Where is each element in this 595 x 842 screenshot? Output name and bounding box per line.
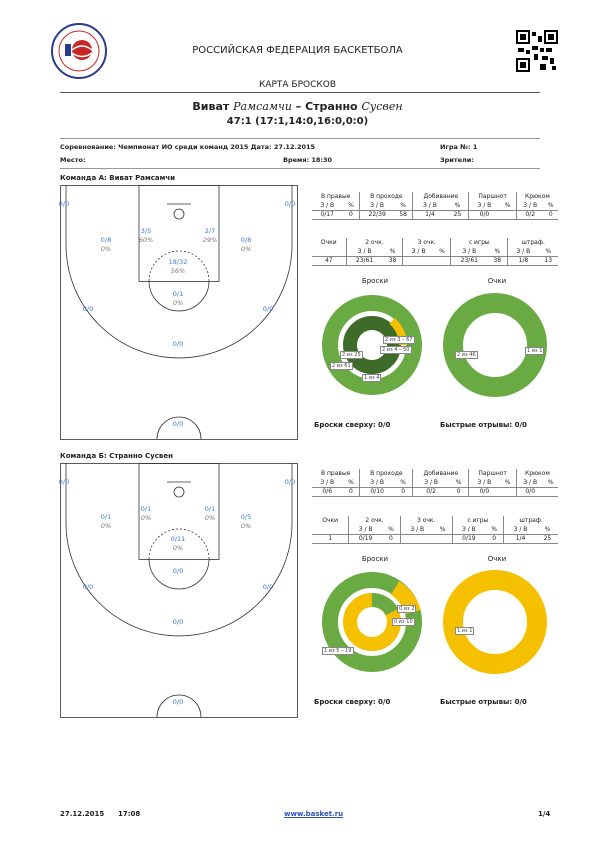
match-score: 47:1 (17:1,14:0,16:0,0:0) (226, 116, 369, 127)
value-cell: 0 (382, 534, 400, 543)
value-cell: 0/19 (349, 534, 382, 543)
zone-corner-left: 0/0 (58, 200, 70, 208)
zone-corner-right: 0/0 (284, 200, 296, 208)
value-cell: 58 (394, 210, 413, 219)
header-cell: В правые (320, 193, 351, 200)
value-cell: 0 (544, 210, 558, 219)
sub-cell: З / В (360, 201, 394, 210)
sub-cell: З / В (400, 525, 433, 534)
sub-cell: % (538, 247, 558, 256)
team-b-fast-breaks: Быстрые отрывы: 0/0 (440, 698, 527, 706)
time-label: Время: 18:30 (283, 156, 333, 164)
sub-cell: З / В (451, 247, 488, 256)
footer-date: 27.12.2015 (60, 810, 105, 818)
sub-cell: % (394, 478, 413, 487)
sub-cell: % (434, 525, 452, 534)
value-cell: 23/61 (451, 256, 488, 265)
sub-cell: % (537, 525, 558, 534)
value-cell: 38 (383, 256, 403, 265)
zone-corner-left: 0/0 (58, 478, 70, 486)
sub-cell: З / В (349, 525, 382, 534)
header-cell: с игры (452, 516, 504, 525)
spectators-label: Зрители: (440, 156, 474, 164)
value-cell: 0/17 (312, 210, 342, 219)
value-cell: 0 (342, 487, 359, 496)
value-cell: 25 (447, 210, 469, 219)
sub-cell: З / В (504, 525, 537, 534)
header-cell: Очки (320, 239, 337, 246)
federation-title: РОССИЙСКАЯ ФЕДЕРАЦИЯ БАСКЕТБОЛА (192, 45, 403, 56)
zone-free-throw: 0/0 (172, 567, 184, 575)
match-title: Виват Рамсамчи – Странно Сусвен (192, 100, 403, 113)
value-cell: 0/2 (413, 487, 449, 496)
zone-three-left: 0/0 (82, 305, 94, 313)
meta-divider-top (60, 138, 540, 139)
header-cell: Добивание (413, 469, 469, 478)
title-divider (60, 92, 540, 93)
header-cell: Крюком (516, 469, 558, 478)
value-cell: 0 (394, 487, 413, 496)
sub-cell: З / В (469, 201, 499, 210)
team-b-shots-chart-title: Броски (361, 555, 389, 563)
value-cell: 38 (487, 256, 507, 265)
zone-mid-left: 0/1 0% (140, 505, 152, 522)
value-cell: 1/4 (504, 534, 537, 543)
sub-cell: З / В (312, 201, 342, 210)
zone-wing-right: 0/8 0% (240, 236, 252, 253)
competition-info: Соревнование: Чемпионат ИО среди команд 2015 Дата: 27.12.2015 (60, 143, 316, 151)
chart-tag: 1 из 4 (364, 375, 380, 381)
page-number: 1/4 (538, 810, 551, 818)
sub-cell: З / В (312, 478, 342, 487)
team-b-shot-types-table (312, 469, 558, 497)
value-cell: 1/4 (413, 210, 447, 219)
team-a-points-chart-title: Очки (487, 277, 507, 285)
header-cell: 2 очк. (346, 238, 403, 247)
value-cell: 0 (342, 210, 359, 219)
team-a-label: Команда А: Виват Рамсамчи (60, 174, 176, 182)
header-cell: В проходе (360, 469, 413, 478)
header-cell: штраф. (508, 238, 558, 247)
value-cell: 0/0 (469, 487, 499, 496)
team-a-points-table (312, 238, 558, 266)
zone-free-throw: 0/1 0% (172, 290, 184, 307)
chart-tag: 2 из 25 (342, 352, 361, 358)
chart-tag: 1 из 1 (527, 348, 543, 354)
value-cell: 0/19 (452, 534, 485, 543)
sub-cell: % (383, 247, 403, 256)
sub-cell: % (544, 478, 558, 487)
sub-cell: % (499, 201, 516, 210)
value-cell: 0/2 (516, 210, 543, 219)
value-cell: 1/8 (508, 256, 539, 265)
value-cell: 0/0 (516, 487, 543, 496)
footer-time: 17:08 (118, 810, 141, 818)
header-cell: 3 очк. (403, 238, 451, 247)
zone-paint: 0/11 0% (170, 535, 186, 552)
zone-three-right: 0/0 (262, 305, 274, 313)
value-cell (499, 487, 516, 496)
header-cell: Крюком (516, 192, 558, 201)
sub-cell: З / В (508, 247, 539, 256)
value-cell (499, 210, 516, 219)
qr-code-icon (516, 30, 558, 72)
sub-cell: % (342, 478, 359, 487)
zone-mid-left: 3/5 60% (138, 227, 154, 244)
zone-wing-left: 0/1 0% (100, 513, 112, 530)
zone-three-left: 0/0 (82, 583, 94, 591)
sub-cell: % (487, 247, 507, 256)
team-b-points-table (312, 516, 558, 544)
header-cell: с игры (451, 238, 508, 247)
team-a-points-donut (440, 290, 560, 400)
team-a-shot-types-table (312, 192, 558, 220)
zone-mid-right: 2/7 29% (202, 227, 218, 244)
map-title: КАРТА БРОСКОВ (258, 80, 337, 90)
sub-cell: З / В (346, 247, 383, 256)
game-number: Игра №: 1 (440, 143, 478, 151)
team-b-label: Команда Б: Странно Сусвен (60, 452, 173, 460)
sub-cell: З / В (452, 525, 485, 534)
footer-link[interactable]: www.basket.ru (284, 810, 344, 818)
team-a-dunks: Броски сверху: 0/0 (314, 421, 391, 429)
zone-top-key: 0/0 (172, 340, 184, 348)
team-b-points-donut (440, 567, 560, 677)
sub-cell: З / В (516, 201, 543, 210)
value-cell: 13 (538, 256, 558, 265)
header-cell: В правые (320, 470, 351, 477)
sub-cell: % (447, 201, 469, 210)
value-cell (403, 256, 434, 265)
sub-cell: З / В (413, 201, 447, 210)
chart-tag: 1 из 5 – 19 (324, 648, 352, 654)
chart-tag: 2 из 46 (457, 352, 476, 358)
value-cell (434, 256, 451, 265)
zone-top-key: 0/0 (172, 618, 184, 626)
value-cell (544, 487, 558, 496)
sub-cell: % (382, 525, 400, 534)
value-cell: 0 (449, 487, 469, 496)
chart-tag: 2 из 61 (332, 363, 351, 369)
header-cell: В проходе (360, 192, 413, 201)
place-label: Место: (60, 156, 86, 164)
value-cell: 23/61 (346, 256, 383, 265)
value-cell: 25 (537, 534, 558, 543)
sub-cell: З / В (360, 478, 394, 487)
header-cell: 3 очк. (400, 516, 452, 525)
value-cell: 1 (312, 534, 349, 543)
value-cell: 22/39 (360, 210, 394, 219)
chart-tag: 0 из 2 (399, 606, 415, 612)
value-cell: 0/10 (360, 487, 394, 496)
zone-wing-left: 0/8 0% (100, 236, 112, 253)
chart-tag: 2 из 4 – 50 (382, 347, 410, 353)
sub-cell: З / В (469, 478, 499, 487)
sub-cell: % (485, 525, 503, 534)
value-cell: 0/0 (469, 210, 499, 219)
team-a-fast-breaks: Быстрые отрывы: 0/0 (440, 421, 527, 429)
value-cell (400, 534, 433, 543)
value-cell (434, 534, 452, 543)
value-cell: 0/6 (312, 487, 342, 496)
zone-backcourt: 0/0 (172, 420, 184, 428)
header-cell: Паршнот (469, 192, 516, 201)
header-cell: Добивание (413, 192, 469, 201)
team-b-dunks: Броски сверху: 0/0 (314, 698, 391, 706)
sub-cell: % (342, 201, 359, 210)
zone-mid-right: 0/1 0% (204, 505, 216, 522)
zone-corner-right: 0/0 (284, 478, 296, 486)
zone-paint: 18/32 56% (168, 258, 188, 275)
sub-cell: З / В (516, 478, 543, 487)
chart-tag: 1 из 1 (457, 628, 473, 634)
chart-tag: 2 из 3 – 67 (385, 337, 413, 343)
zone-backcourt: 0/0 (172, 698, 184, 706)
header-cell: штраф. (504, 516, 558, 525)
sub-cell: % (394, 201, 413, 210)
value-cell: 47 (312, 256, 346, 265)
zone-wing-right: 0/5 0% (240, 513, 252, 530)
zone-three-right: 0/0 (262, 583, 274, 591)
team-b-points-chart-title: Очки (487, 555, 507, 563)
meta-divider-bottom (60, 168, 540, 169)
team-a-shots-chart-title: Броски (361, 277, 389, 285)
header-cell: Очки (322, 517, 339, 524)
sub-cell: З / В (413, 478, 449, 487)
value-cell: 0 (485, 534, 503, 543)
sub-cell: % (434, 247, 451, 256)
sub-cell: % (544, 201, 558, 210)
sub-cell: % (449, 478, 469, 487)
team-a-shots-donut (312, 290, 432, 400)
sub-cell: З / В (403, 247, 434, 256)
sub-cell: % (499, 478, 516, 487)
chart-tag: 0 из 10 (394, 619, 413, 625)
header-cell: 2 очк. (349, 516, 401, 525)
header-cell: Паршнот (469, 469, 516, 478)
